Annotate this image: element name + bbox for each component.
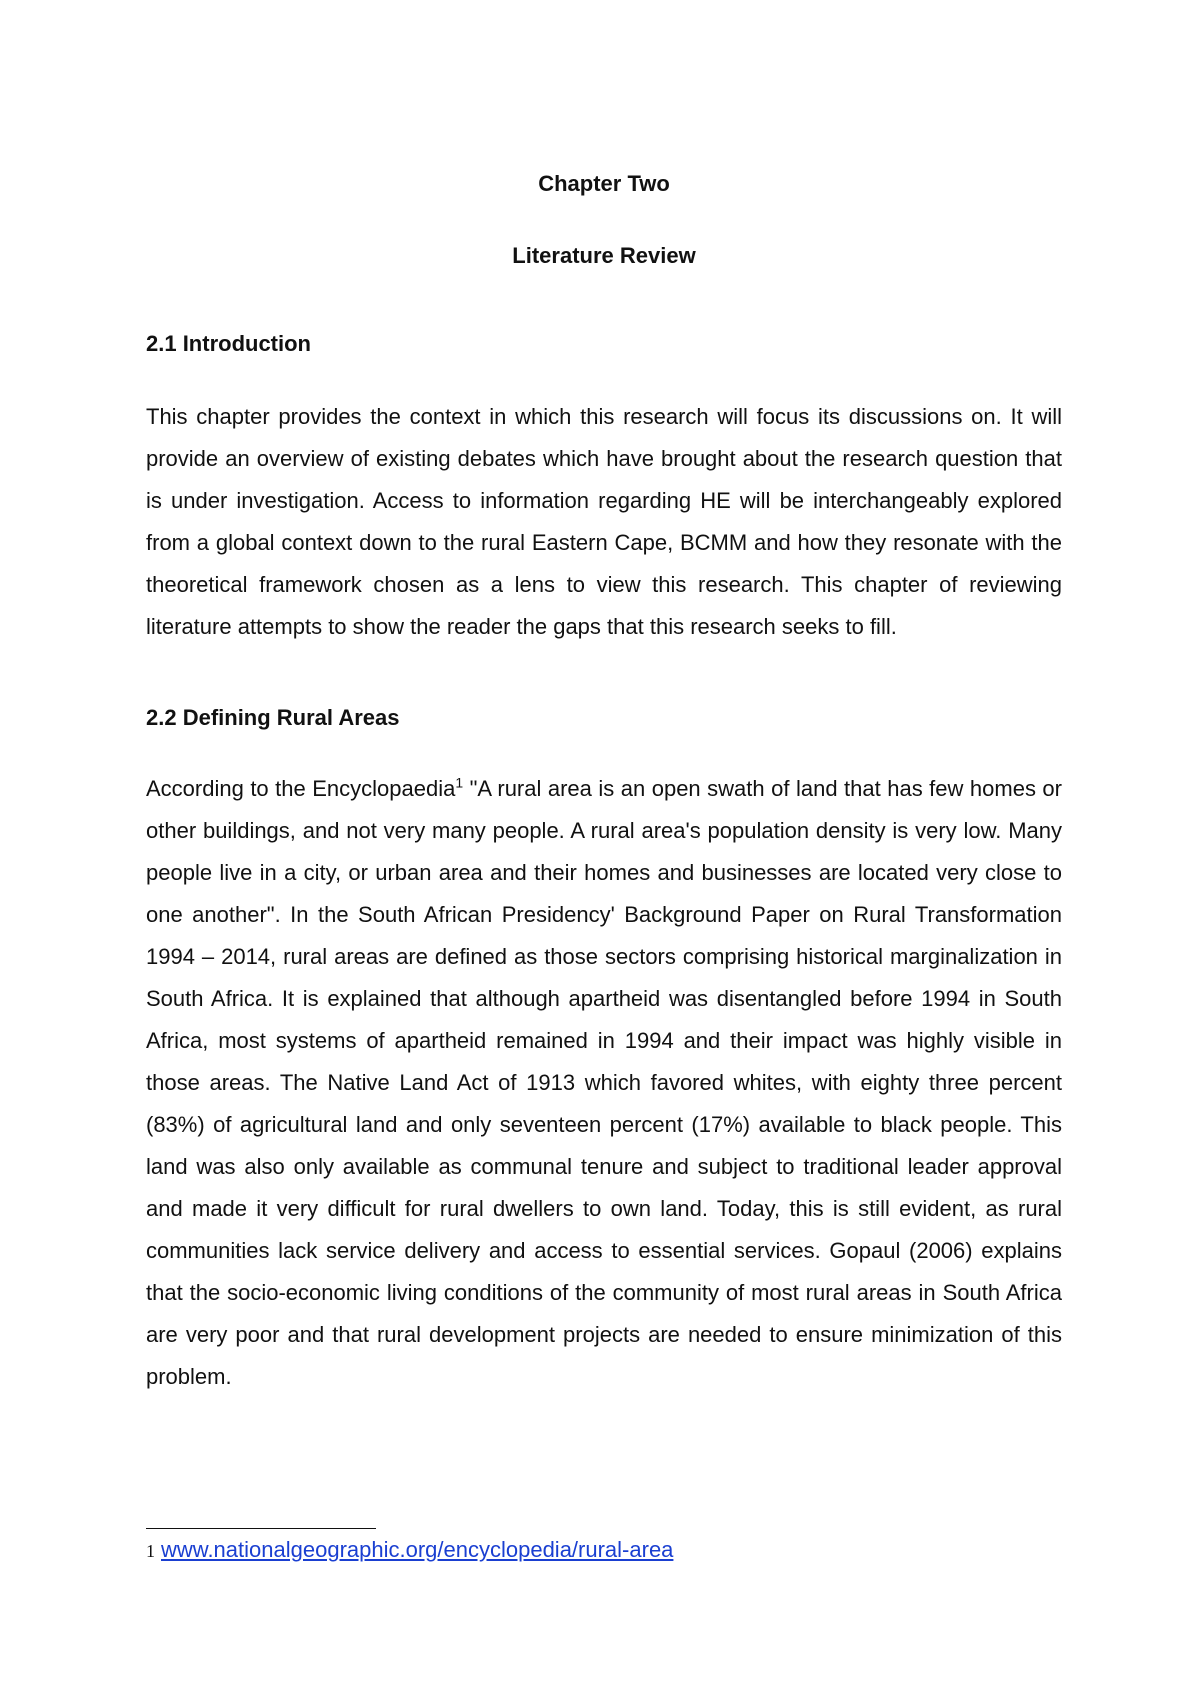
- rural-areas-paragraph-body: "A rural area is an open swath of land that has few homes or other buildings, and not very many people. A rural area's population density is very low. Many people live in a city, or urban area and their homes and businesses are located very close to one another". In the South African Presidency' Background Paper on Rural Transformation 1994 – 2014, rural areas are defined as those sectors comprising historical marginalization in South Africa. It is explained that although apartheid was disentangled before 1994 in South Africa, most systems of apartheid remained in 1994 and their impact was highly visible in those areas. The Native Land Act of 1913 which favored whites, with eighty three percent (83%) of agricultural land and only seventeen percent (17%) available to black people. This land was also only available as communal tenure and subject to traditional leader approval and made it very difficult for rural dwellers to own land. Today, this is still evident, as rural communities lack service delivery and access to essential services. Gopaul (2006) explains that the socio-economic living conditions of the community of most rural areas in South Africa are very poor and that rural development projects are needed to ensure minimization of this problem.: [146, 776, 1062, 1389]
- footnote: [146, 1534, 673, 1567]
- page-body: [146, 168, 1062, 1398]
- footnote-number: 1: [146, 1541, 155, 1561]
- footnote-link[interactable]: www.nationalgeographic.org/encyclopedia/rural-area: [161, 1537, 674, 1562]
- section-heading-defining-rural-areas: 2.2 Defining Rural Areas: [146, 705, 400, 730]
- section-heading-introduction: 2.1 Introduction: [146, 331, 311, 356]
- footnote-separator: [146, 1528, 376, 1529]
- rural-areas-paragraph-lead: According to the Encyclopaedia: [146, 776, 456, 801]
- introduction-paragraph: This chapter provides the context in which this research will focus its discussions on. It will provide an overview of existing debates which have brought about the research question that is under investigation. Access to information regarding HE will be interchangeably explored from a global context down to the rural Eastern Cape, BCMM and how they resonate with the theoretical framework chosen as a lens to view this research. This chapter of reviewing literature attempts to show the reader the gaps that this research seeks to fill.: [146, 404, 1062, 639]
- rural-areas-paragraph: [146, 768, 1062, 1398]
- chapter-title: Chapter Two: [538, 171, 670, 196]
- footnote-reference[interactable]: 1: [455, 774, 464, 791]
- chapter-subtitle: Literature Review: [512, 243, 696, 268]
